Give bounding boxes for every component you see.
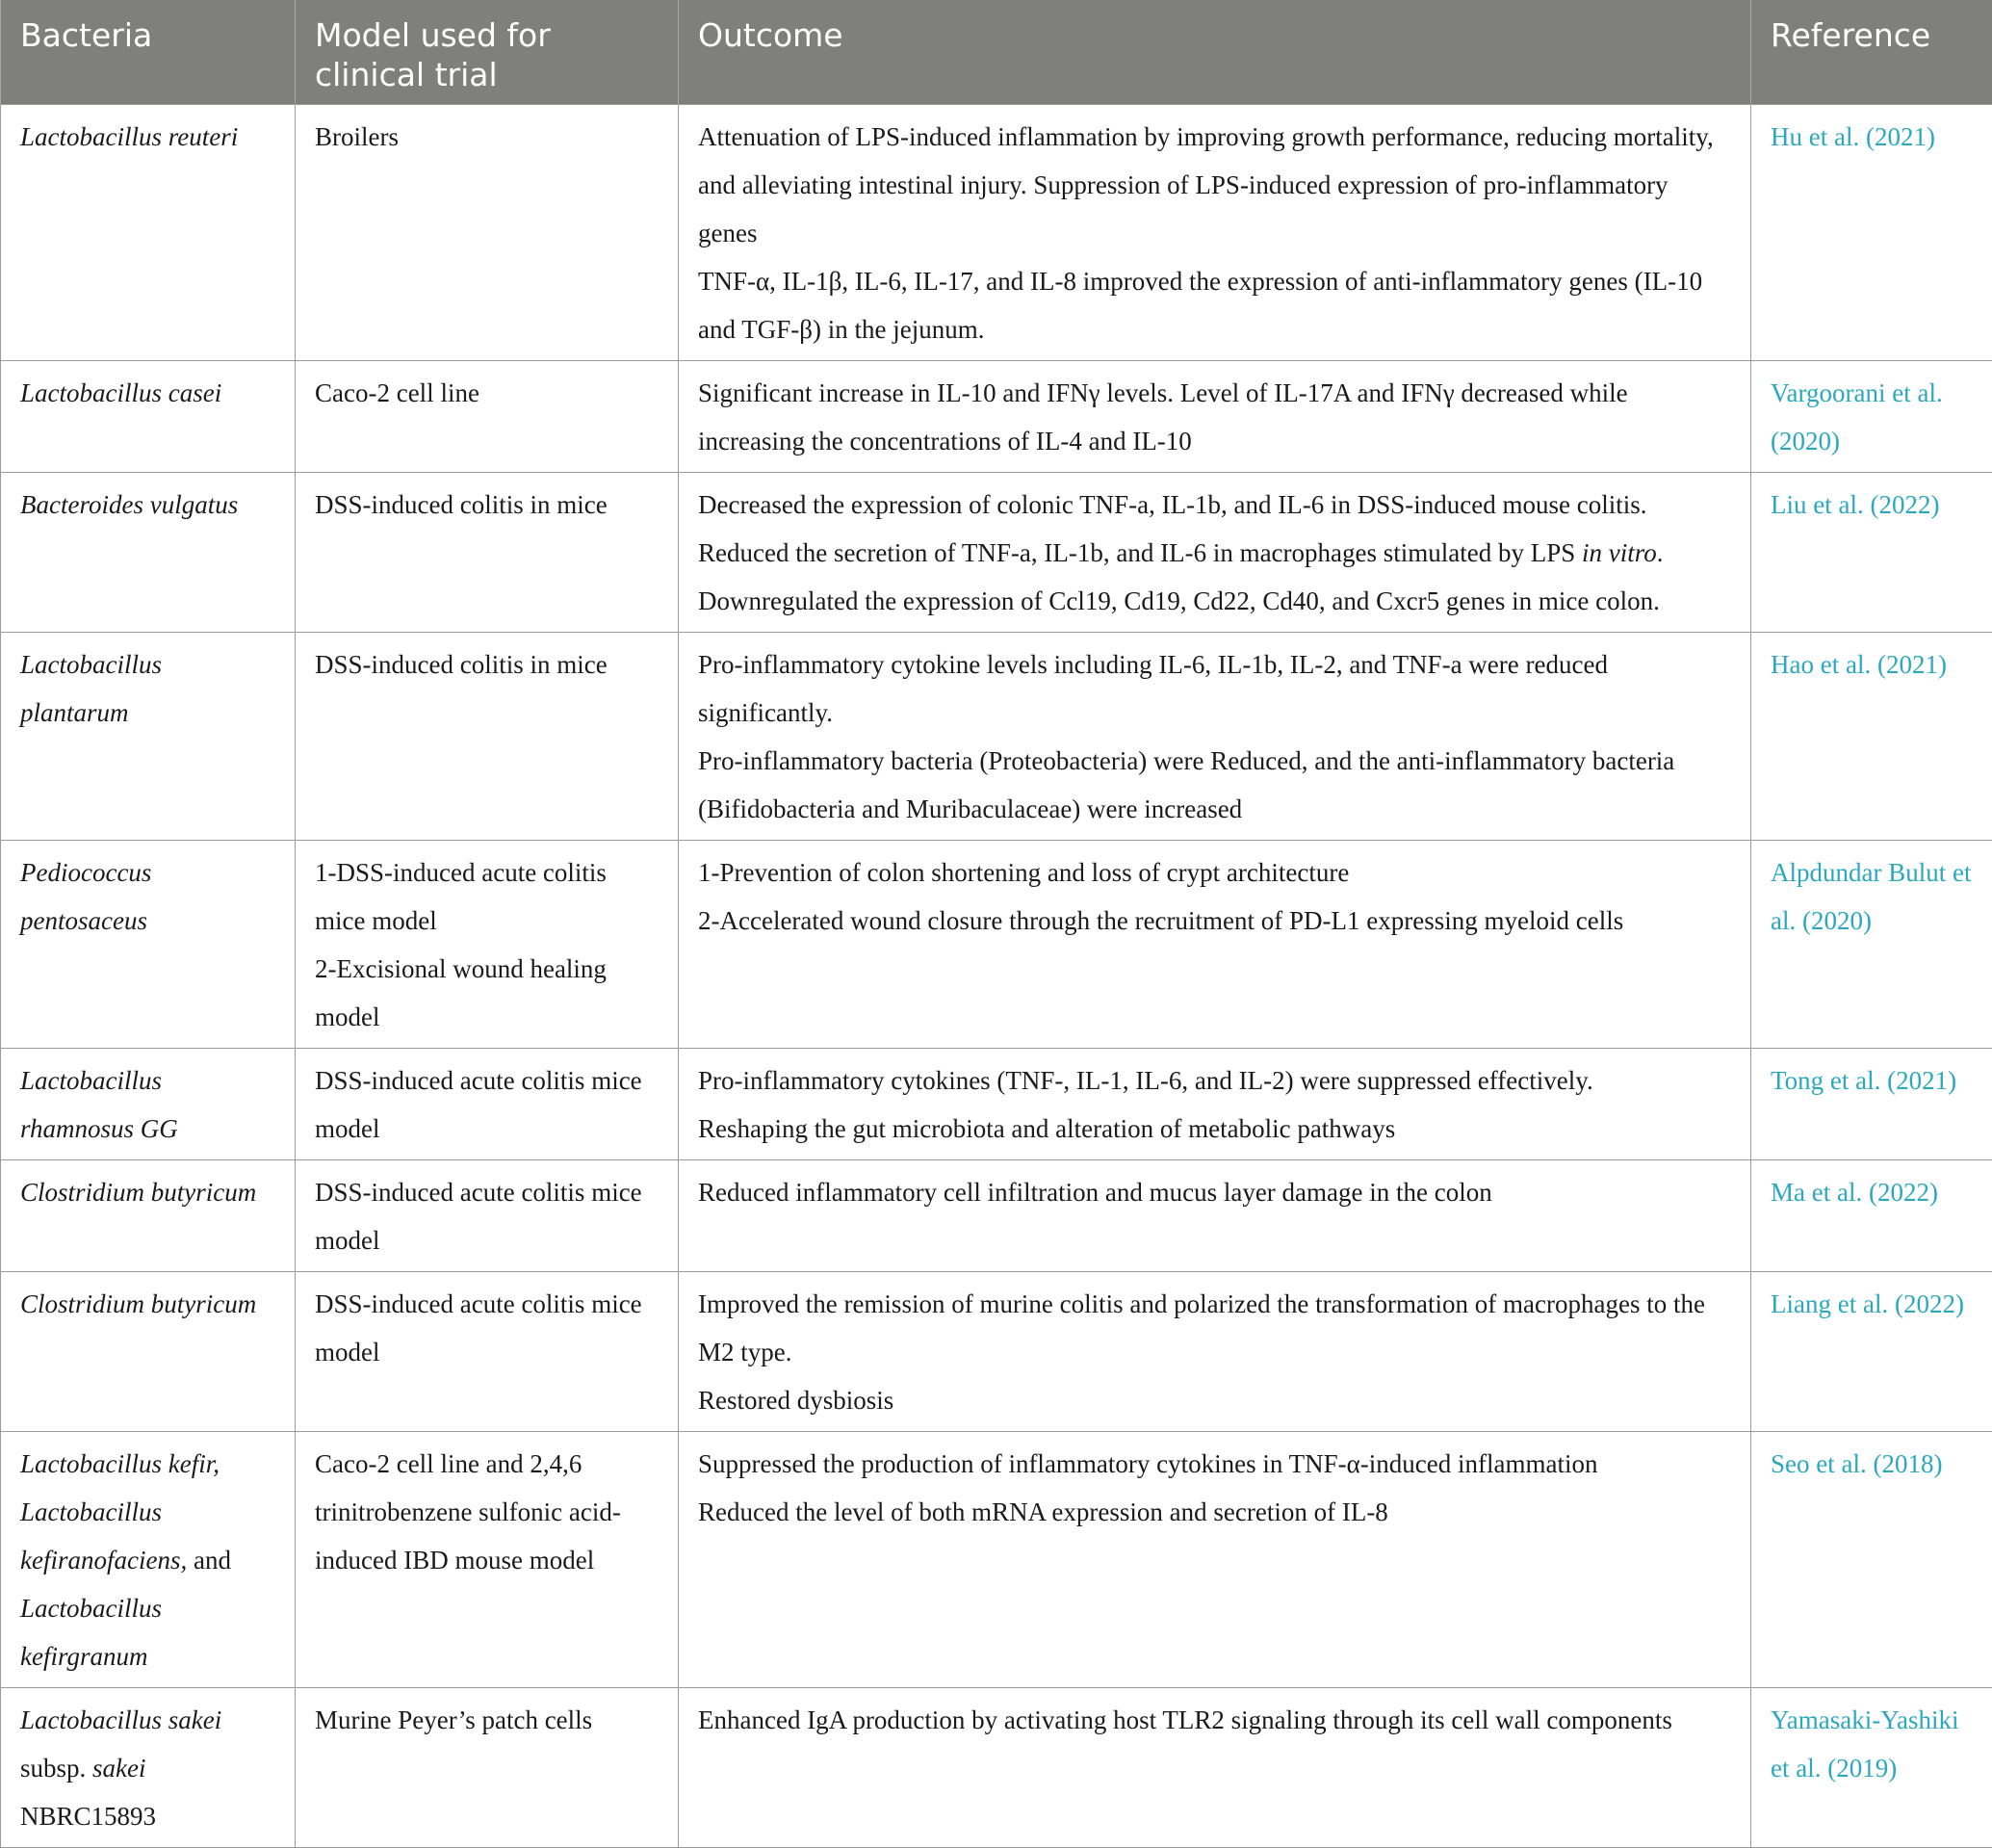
table-body: [1, 105, 1992, 1848]
table-row: [1, 105, 1992, 361]
outcome-cell-line: 1-Prevention of colon shortening and loss of crypt architecture: [698, 848, 1731, 897]
model-cell-line: DSS-induced colitis in mice: [315, 481, 659, 529]
outcome-cell: [679, 841, 1751, 1049]
outcome-cell-line: Improved the remission of murine colitis and polarized the transformation of macrophages to the M2 type.: [698, 1280, 1731, 1376]
model-cell: [296, 633, 679, 841]
reference-cell: [1751, 841, 1992, 1049]
table-row: [1, 361, 1992, 473]
bacteria-cell-line: Clostridium butyricum: [20, 1168, 275, 1216]
outcome-cell: [679, 1688, 1751, 1848]
outcome-cell-line: Reshaping the gut microbiota and alteration of metabolic pathways: [698, 1105, 1731, 1153]
reference-cell-text[interactable]: Alpdundar Bulut et al. (2020): [1771, 858, 1971, 935]
header-outcome: Outcome: [679, 0, 1751, 105]
outcome-cell-line: Reduced the level of both mRNA expression and secretion of IL-8: [698, 1488, 1731, 1536]
model-cell-line: Caco-2 cell line and 2,4,6 trinitrobenzene sulfonic acid-induced IBD mouse model: [315, 1440, 659, 1584]
bacteria-cell: [1, 841, 296, 1049]
table-row: [1, 1049, 1992, 1160]
model-cell: [296, 361, 679, 473]
outcome-cell-line: Pro-inflammatory bacteria (Proteobacteria) were Reduced, and the anti-inflammatory bacteria (Bifidobacteria and Muribaculaceae) were increased: [698, 737, 1731, 833]
outcome-cell-line: Reduced inflammatory cell infiltration and mucus layer damage in the colon: [698, 1168, 1731, 1216]
bacteria-cell-line: Lactobacillus sakei subsp. sakei NBRC15893: [20, 1696, 275, 1840]
model-cell: [296, 841, 679, 1049]
outcome-cell-line: Significant increase in IL-10 and IFNγ levels. Level of IL-17A and IFNγ decreased while increasing the concentrations of IL-4 and IL-10: [698, 369, 1731, 465]
outcome-cell-line: TNF-α, IL-1β, IL-6, IL-17, and IL-8 improved the expression of anti-inflammatory genes (IL-10 and TGF-β) in the jejunum.: [698, 257, 1731, 353]
reference-cell: [1751, 105, 1992, 361]
reference-cell-text[interactable]: Hao et al. (2021): [1771, 650, 1947, 679]
outcome-cell-line: Restored dysbiosis: [698, 1376, 1731, 1424]
table-row: [1, 841, 1992, 1049]
model-cell-line: DSS-induced acute colitis mice model: [315, 1168, 659, 1264]
model-cell-line: Broilers: [315, 113, 659, 161]
bacteria-cell: [1, 1272, 296, 1432]
table-row: [1, 473, 1992, 633]
outcome-cell-line: Downregulated the expression of Ccl19, Cd19, Cd22, Cd40, and Cxcr5 genes in mice colon.: [698, 577, 1731, 625]
header-row: [1, 0, 1992, 105]
header-bacteria: Bacteria: [1, 0, 296, 105]
model-cell: [296, 1160, 679, 1272]
model-cell-line: Caco-2 cell line: [315, 369, 659, 417]
reference-cell: [1751, 1160, 1992, 1272]
outcome-cell-line: Suppressed the production of inflammatory cytokines in TNF-α-induced inflammation: [698, 1440, 1731, 1488]
table-row: [1, 1688, 1992, 1848]
bacteria-cell-line: Pediococcus pentosaceus: [20, 848, 275, 945]
outcome-cell-line: Attenuation of LPS-induced inflammation by improving growth performance, reducing mortality, and alleviating intestinal injury. Suppression of LPS-induced expression of pro-inflammatory genes: [698, 113, 1731, 257]
table-row: [1, 633, 1992, 841]
model-cell-line: DSS-induced colitis in mice: [315, 640, 659, 689]
model-cell: [296, 105, 679, 361]
model-cell: [296, 1272, 679, 1432]
reference-cell-text[interactable]: Hu et al. (2021): [1771, 122, 1935, 151]
bacteria-cell-line: Clostridium butyricum: [20, 1280, 275, 1328]
reference-cell-text[interactable]: Seo et al. (2018): [1771, 1449, 1942, 1478]
outcome-cell: [679, 473, 1751, 633]
model-cell: [296, 1688, 679, 1848]
bacteria-cell: [1, 1688, 296, 1848]
bacteria-cell-line: Lactobacillus plantarum: [20, 640, 275, 737]
header-model: Model used for clinical trial: [296, 0, 679, 105]
table-header: [1, 0, 1992, 105]
reference-cell-text[interactable]: Liang et al. (2022): [1771, 1289, 1964, 1318]
bacteria-cell-line: Lactobacillus reuteri: [20, 113, 275, 161]
bacteria-cell: [1, 1049, 296, 1160]
model-cell-line: Murine Peyer’s patch cells: [315, 1696, 659, 1744]
model-cell-line: 1-DSS-induced acute colitis mice model: [315, 848, 659, 945]
outcome-cell-line: 2-Accelerated wound closure through the recruitment of PD-L1 expressing myeloid cells: [698, 897, 1731, 945]
reference-cell: [1751, 633, 1992, 841]
bacteria-cell: [1, 361, 296, 473]
bacteria-cell: [1, 1160, 296, 1272]
bacteria-cell-line: Lactobacillus casei: [20, 369, 275, 417]
outcome-cell-line: Decreased the expression of colonic TNF-a, IL-1b, and IL-6 in DSS-induced mouse colitis.: [698, 481, 1731, 529]
bacteria-cell-line: Bacteroides vulgatus: [20, 481, 275, 529]
bacteria-cell: [1, 105, 296, 361]
model-cell-line: DSS-induced acute colitis mice model: [315, 1056, 659, 1153]
outcome-cell: [679, 105, 1751, 361]
reference-cell: [1751, 1432, 1992, 1688]
reference-cell-text[interactable]: Liu et al. (2022): [1771, 490, 1939, 519]
model-cell: [296, 1432, 679, 1688]
bacteria-cell: [1, 633, 296, 841]
outcome-cell-line: Reduced the secretion of TNF-a, IL-1b, and IL-6 in macrophages stimulated by LPS in vitro.: [698, 529, 1731, 577]
model-cell-line: DSS-induced acute colitis mice model: [315, 1280, 659, 1376]
reference-cell-text[interactable]: Ma et al. (2022): [1771, 1178, 1938, 1207]
reference-cell-text[interactable]: Yamasaki-Yashiki et al. (2019): [1771, 1705, 1959, 1783]
model-cell-line: 2-Excisional wound healing model: [315, 945, 659, 1041]
outcome-cell-line: Enhanced IgA production by activating host TLR2 signaling through its cell wall components: [698, 1696, 1731, 1744]
table-row: [1, 1432, 1992, 1688]
table-row: [1, 1160, 1992, 1272]
reference-cell: [1751, 473, 1992, 633]
table-row: [1, 1272, 1992, 1432]
bacteria-cell: [1, 1432, 296, 1688]
reference-cell: [1751, 1688, 1992, 1848]
outcome-cell: [679, 1160, 1751, 1272]
reference-cell: [1751, 1272, 1992, 1432]
outcome-cell-line: Pro-inflammatory cytokines (TNF-, IL-1, IL-6, and IL-2) were suppressed effectively.: [698, 1056, 1731, 1105]
model-cell: [296, 1049, 679, 1160]
outcome-cell: [679, 633, 1751, 841]
outcome-cell: [679, 361, 1751, 473]
model-cell: [296, 473, 679, 633]
outcome-cell: [679, 1272, 1751, 1432]
reference-cell-text[interactable]: Vargoorani et al. (2020): [1771, 378, 1943, 455]
reference-cell-text[interactable]: Tong et al. (2021): [1771, 1066, 1956, 1095]
outcome-cell-line: Pro-inflammatory cytokine levels including IL-6, IL-1b, IL-2, and TNF-a were reduced significantly.: [698, 640, 1731, 737]
outcome-cell: [679, 1049, 1751, 1160]
outcome-cell: [679, 1432, 1751, 1688]
bacteria-cell-line: Lactobacillus kefir, Lactobacillus kefiranofaciens, and Lactobacillus kefirgranum: [20, 1440, 275, 1680]
header-reference: Reference: [1751, 0, 1992, 105]
reference-cell: [1751, 1049, 1992, 1160]
bacteria-cell-line: Lactobacillus rhamnosus GG: [20, 1056, 275, 1153]
bacteria-cell: [1, 473, 296, 633]
reference-cell: [1751, 361, 1992, 473]
